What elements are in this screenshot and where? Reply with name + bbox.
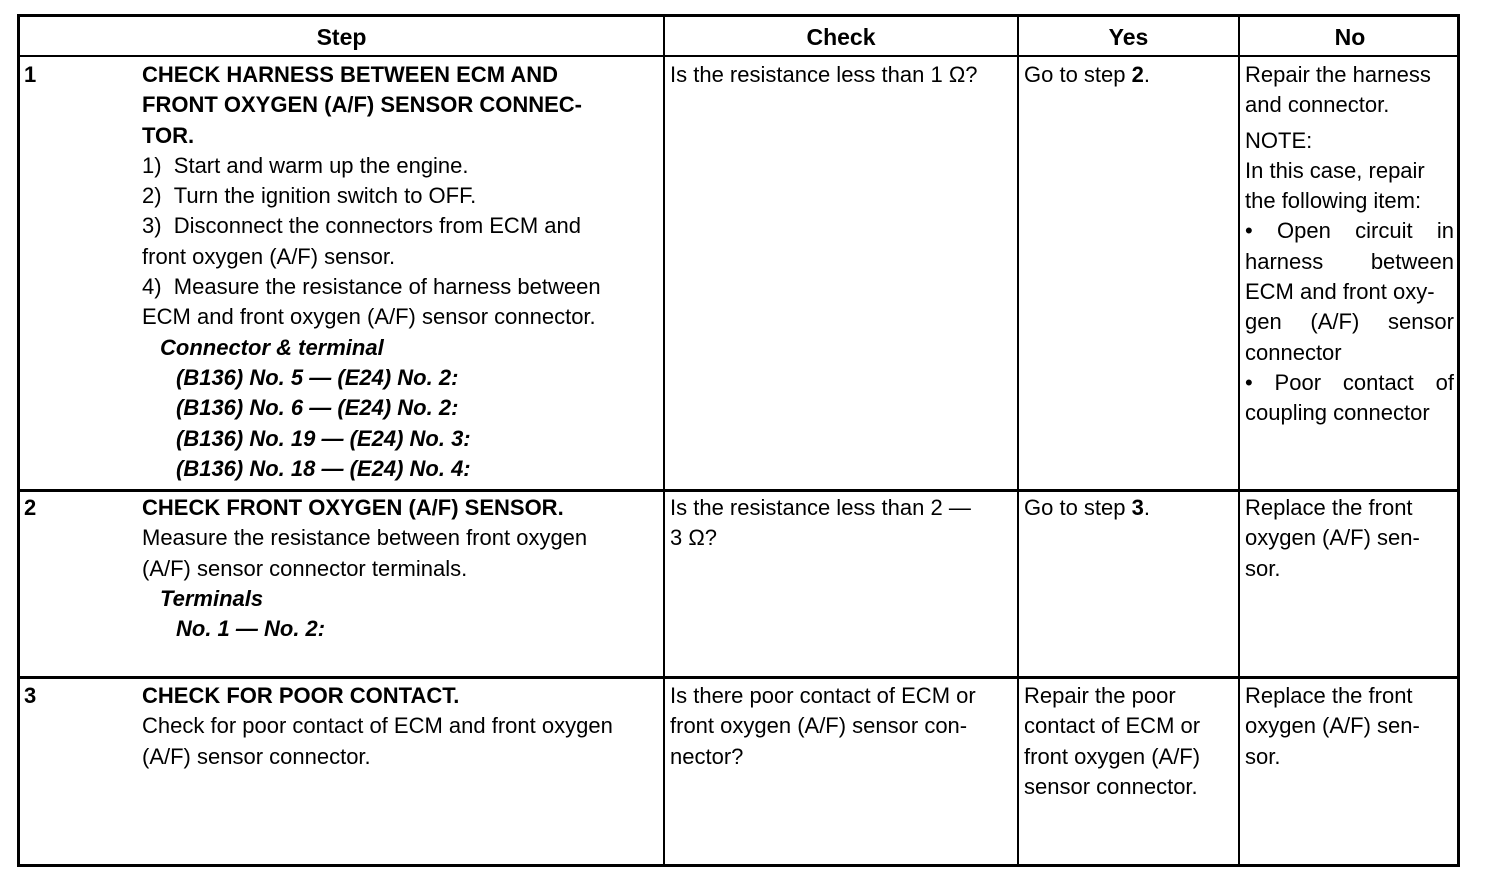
step-instruction: Measure the resistance between front oxygen (142, 525, 588, 551)
step-instruction: (A/F) sensor connector. (142, 743, 371, 769)
yes-line: sensor connector. (1024, 773, 1198, 799)
step-instruction: Check for poor contact of ECM and front oxygen (142, 713, 613, 739)
check-line: Is the resistance less than 1 Ω? (670, 62, 978, 87)
step-title: FRONT OXYGEN (A/F) SENSOR CONNEC- (142, 92, 583, 118)
header-check: Check (806, 23, 876, 50)
step-title: CHECK FOR POOR CONTACT. (142, 683, 460, 708)
step-instruction: front oxygen (A/F) sensor. (142, 243, 396, 269)
no-line: sor. (1245, 743, 1281, 769)
check-line: Is there poor contact of ECM or (670, 683, 976, 708)
step-instruction: 2) Turn the ignition switch to OFF. (142, 183, 477, 209)
yes-step-link: 2 (1131, 62, 1144, 87)
step-number: 2 (24, 495, 37, 520)
note-line: In this case, repair (1245, 157, 1425, 183)
yes-action (1024, 681, 1200, 802)
step-description (142, 681, 613, 772)
step-instruction: 4) Measure the resistance of harness between (142, 274, 601, 300)
note-label: NOTE: (1245, 127, 1313, 153)
note-line: harness between (1245, 248, 1454, 274)
note-line: • Poor contact of (1245, 369, 1454, 395)
step-description (142, 493, 587, 644)
column-divider (1017, 17, 1019, 864)
step-instruction: 3) Disconnect the connectors from ECM and (142, 213, 581, 239)
note-line: the following item: (1245, 188, 1422, 214)
yes-line: Repair the poor (1024, 683, 1176, 708)
step-title: CHECK FRONT OXYGEN (A/F) SENSOR. (142, 495, 564, 520)
row-divider (20, 489, 1457, 492)
header-step: Step (316, 23, 367, 50)
note-line: gen (A/F) sensor (1245, 309, 1454, 335)
step-instruction: 1) Start and warm up the engine. (142, 152, 469, 178)
note-line: ECM and front oxy- (1245, 279, 1435, 305)
header-yes: Yes (1108, 23, 1149, 50)
yes-action (1024, 60, 1150, 90)
no-action (1245, 60, 1454, 429)
header-no: No (1334, 23, 1366, 50)
no-line: oxygen (A/F) sen- (1245, 713, 1420, 739)
step-instruction: ECM and front oxygen (A/F) sensor connector. (142, 304, 596, 330)
spec-line: (B136) No. 19 — (E24) No. 3: (176, 425, 471, 451)
check-question (670, 493, 971, 554)
spec-line: No. 1 — No. 2: (176, 616, 326, 642)
diagnostic-table (17, 14, 1460, 867)
step-number: 1 (24, 62, 37, 87)
yes-suffix: . (1143, 62, 1150, 87)
check-line: 3 Ω? (670, 525, 718, 551)
spec-title: Terminals (160, 585, 264, 611)
no-line: Replace the front (1245, 495, 1413, 520)
column-divider (1238, 17, 1240, 864)
spec-line: (B136) No. 5 — (E24) No. 2: (176, 364, 459, 390)
note-line: connector (1245, 339, 1342, 365)
yes-suffix: . (1143, 495, 1150, 520)
step-description (142, 60, 601, 484)
check-line: Is the resistance less than 2 — (670, 495, 971, 520)
no-action (1245, 681, 1420, 772)
yes-line: front oxygen (A/F) (1024, 743, 1201, 769)
yes-text: Go to step (1024, 495, 1132, 520)
note-line: coupling connector (1245, 400, 1430, 426)
no-line: sor. (1245, 555, 1281, 581)
yes-line: contact of ECM or (1024, 713, 1201, 739)
row-divider (20, 676, 1457, 679)
spec-line: (B136) No. 18 — (E24) No. 4: (176, 455, 471, 481)
yes-action (1024, 493, 1150, 523)
check-question (670, 681, 976, 772)
no-line: oxygen (A/F) sen- (1245, 525, 1420, 551)
yes-text: Go to step (1024, 62, 1132, 87)
note-line: • Open circuit in (1245, 218, 1454, 244)
check-question (670, 60, 978, 90)
step-title: CHECK HARNESS BETWEEN ECM AND (142, 62, 558, 87)
spec-line: (B136) No. 6 — (E24) No. 2: (176, 395, 459, 421)
no-line: and connector. (1245, 92, 1390, 118)
check-line: nector? (670, 743, 744, 769)
step-instruction: (A/F) sensor connector terminals. (142, 555, 468, 581)
no-action (1245, 493, 1420, 584)
check-line: front oxygen (A/F) sensor con- (670, 713, 968, 739)
step-number: 3 (24, 683, 37, 708)
step-title: TOR. (142, 122, 195, 148)
spec-title: Connector & terminal (160, 334, 384, 360)
no-line: Replace the front (1245, 683, 1413, 708)
yes-step-link: 3 (1131, 495, 1144, 520)
column-divider (663, 17, 665, 864)
no-line: Repair the harness (1245, 62, 1431, 87)
